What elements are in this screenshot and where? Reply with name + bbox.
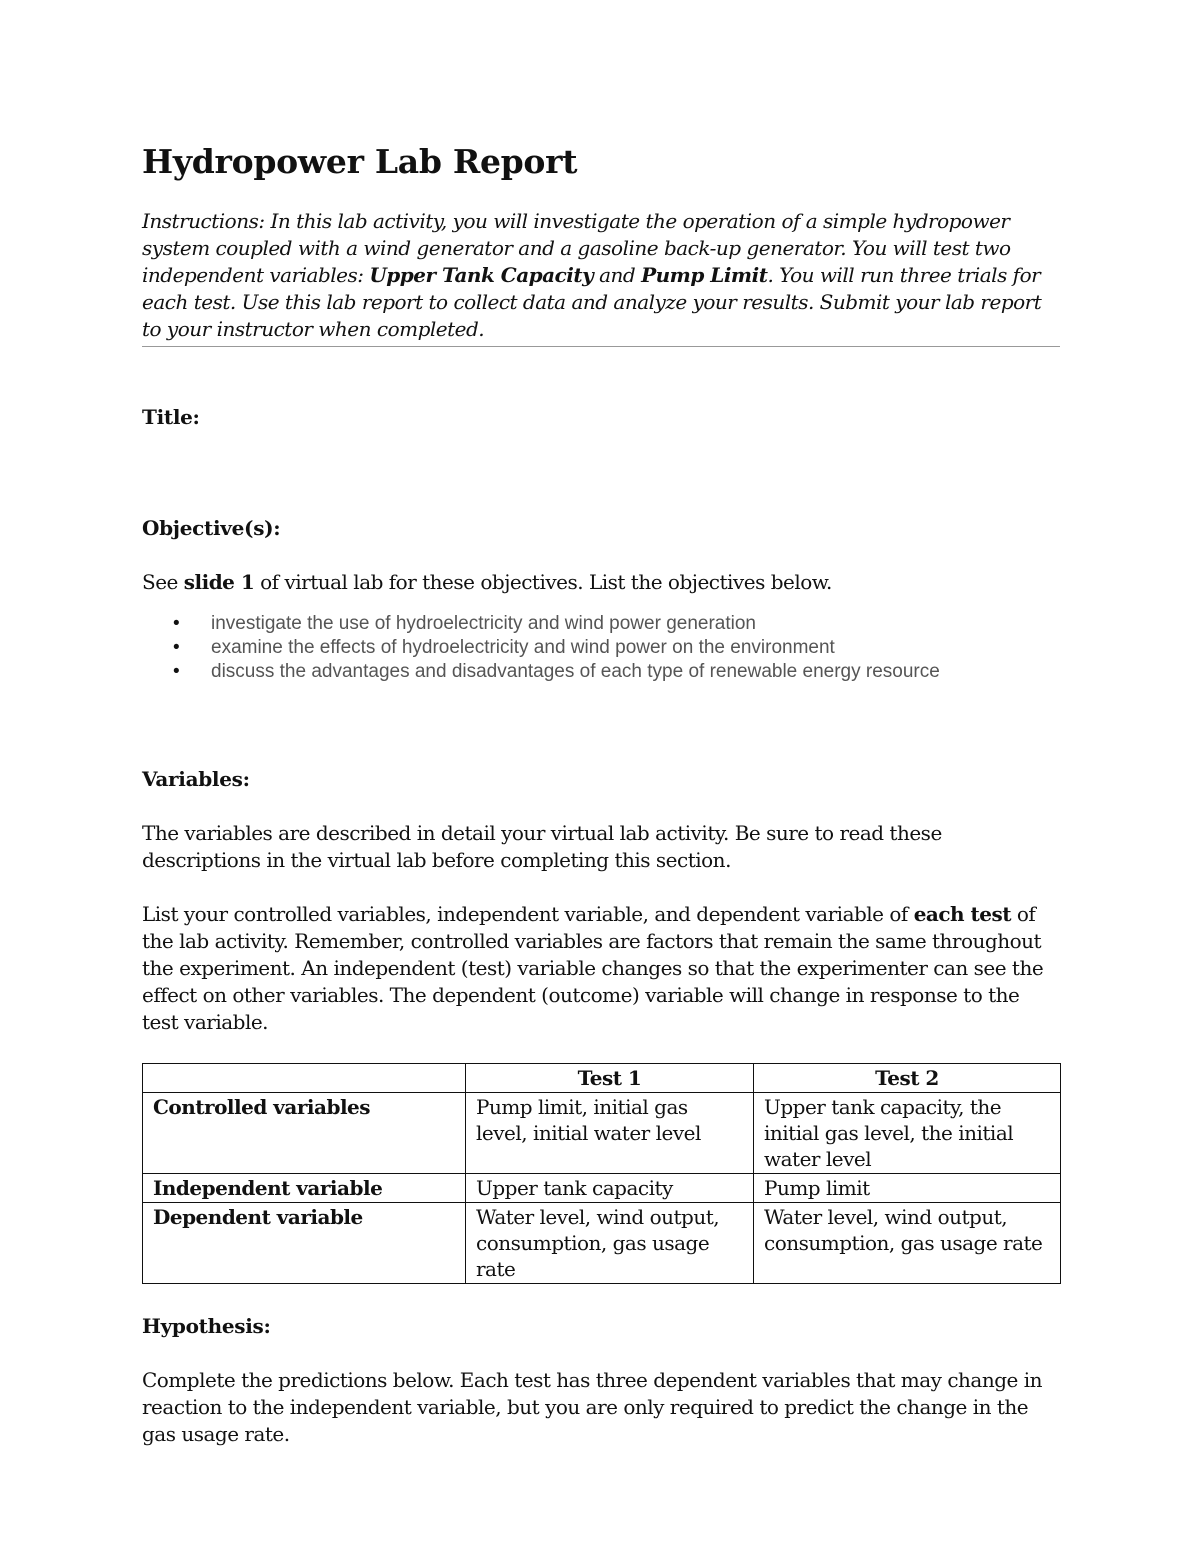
table-cell: Upper tank capacity — [466, 1174, 754, 1203]
objective-text: examine the effects of hydroelectricity and wind power on the environment — [211, 637, 835, 658]
objective-text: discuss the advantages and disadvantages of each type of renewable energy resource — [211, 661, 940, 682]
variables-instructions — [142, 901, 1060, 1036]
table-header-test-2: Test 2 — [754, 1064, 1061, 1093]
document-title: Hydropower Lab Report — [142, 142, 578, 181]
instructions-paragraph — [142, 208, 1060, 347]
table-cell: Water level, wind output, consumption, gas usage rate — [754, 1203, 1061, 1284]
table-header-cell-empty — [143, 1064, 466, 1093]
hypothesis-intro: Complete the predictions below. Each test has three dependent variables that may change in reaction to the independent variable, but you are only required to predict the change in the gas usage rate. — [142, 1368, 1042, 1446]
objectives-intro-post: of virtual lab for these objectives. List the objectives below. — [254, 570, 832, 594]
table-cell: Pump limit — [754, 1174, 1061, 1203]
variables-intro: The variables are described in detail your virtual lab activity. Be sure to read these descriptions in the virtual lab before completing this section. — [142, 821, 942, 872]
table-header-row — [143, 1064, 1061, 1093]
table-cell: Water level, wind output, consumption, gas usage rate — [466, 1203, 754, 1284]
variables-instructions-post: of the lab activity. Remember, controlled variables are factors that remain the same throughout the experiment. An independent (test) variable changes so that the experimenter can see the effect on other variables. The dependent (outcome) variable will change in response to the test variable. — [142, 902, 1044, 1034]
table-cell: Upper tank capacity, the initial gas level, the initial water level — [754, 1093, 1061, 1174]
variables-instructions-pre: List your controlled variables, independent variable, and dependent variable of — [142, 902, 914, 926]
objectives-intro-pre: See — [142, 570, 184, 594]
variables-table — [142, 1063, 1061, 1284]
objectives-list — [142, 612, 1060, 684]
instructions-text-2: and — [593, 263, 642, 287]
objective-item — [142, 660, 1060, 684]
table-row — [143, 1203, 1061, 1284]
instructions-bold-pump-limit: Pump Limit — [641, 263, 768, 287]
document-body — [142, 140, 1060, 1448]
variables-heading: Variables: — [142, 767, 250, 791]
table-row-label: Dependent variable — [143, 1203, 466, 1284]
instructions-text-1: Instructions: In this lab activity, you will investigate the operation of a simple hydropower system coupled with a wind generator and a gasoline back-up generator. You will test two independent variables: — [142, 209, 1011, 287]
table-row-label: Controlled variables — [143, 1093, 466, 1174]
table-row — [143, 1093, 1061, 1174]
table-header-test-1: Test 1 — [466, 1064, 754, 1093]
objective-text: investigate the use of hydroelectricity and wind power generation — [211, 613, 756, 634]
objective-item — [142, 636, 1060, 660]
table-cell: Pump limit, initial gas level, initial water level — [466, 1093, 754, 1174]
variables-instructions-bold: each test — [913, 902, 1012, 926]
objectives-heading: Objective(s): — [142, 516, 281, 540]
bullet-icon: • — [173, 661, 180, 682]
instructions-bold-upper-tank: Upper Tank Capacity — [369, 263, 594, 287]
table-row — [143, 1174, 1061, 1203]
title-heading: Title: — [142, 405, 200, 429]
objectives-intro-bold: slide 1 — [183, 570, 255, 594]
objectives-intro — [142, 569, 1060, 596]
bullet-icon: • — [173, 637, 180, 658]
objective-item — [142, 612, 1060, 636]
instructions-text-3: . You will run three trials for each test. Use this lab report to collect data and analyze your results. Submit your lab report to your instructor when completed. — [142, 263, 1042, 341]
bullet-icon: • — [173, 613, 180, 634]
hypothesis-heading: Hypothesis: — [142, 1314, 271, 1338]
table-row-label: Independent variable — [143, 1174, 466, 1203]
